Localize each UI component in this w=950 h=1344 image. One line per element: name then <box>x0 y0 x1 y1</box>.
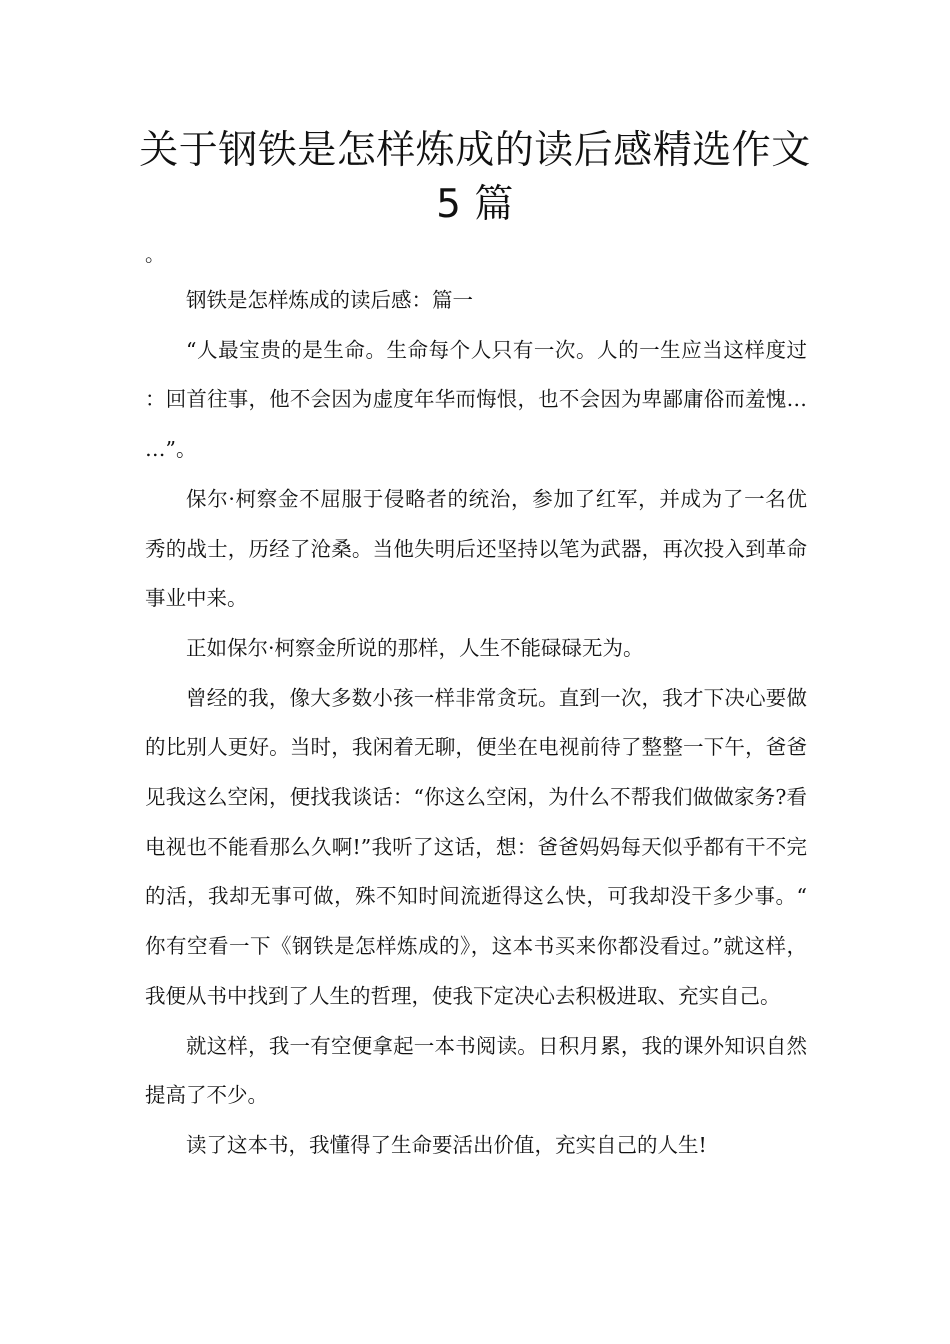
paragraph: 读了这本书，我懂得了生命要活出价值，充实自己的人生! <box>186 1132 707 1157</box>
document-title <box>100 124 850 232</box>
section-heading: 钢铁是怎样炼成的读后感：篇一 <box>186 288 473 312</box>
title-line-2: 5 篇 <box>436 182 514 227</box>
paragraph: 就这样，我一有空便拿起一本书阅读。日积月累，我的课外知识自然提高了不少。 <box>145 1033 807 1108</box>
paragraph: 正如保尔·柯察金所说的那样，人生不能碌碌无为。 <box>186 635 644 660</box>
document-body <box>145 276 807 1171</box>
title-line-1: 关于钢铁是怎样炼成的读后感精选作文 <box>139 128 811 173</box>
paragraph: 曾经的我，像大多数小孩一样非常贪玩。直到一次，我才下决心要做的比别人更好。当时，我闲着无聊，便坐在电视前待了整整一下午，爸爸见我这么空闲，便找我谈话：“你这么空闲，为什么不帮我们做做家务?看电视也不能看那么久啊!”我听了这话，想：爸爸妈妈每天似乎都有干不完的活，我却无事可做，殊不知时间流逝得这么快，可我却没干多少事。“你有空看一下《钢铁是怎样炼成的》，这本书买来你都没看过。”就这样，我便从书中找到了人生的哲理，使我下定决心去积极进取、充实自己。 <box>145 685 807 1008</box>
paragraph: 保尔·柯察金不屈服于侵略者的统治，参加了红军，并成为了一名优秀的战士，历经了沧桑。当他失明后还坚持以笔为武器，再次投入到革命事业中来。 <box>145 486 807 611</box>
paragraph-quote: “人最宝贵的是生命。生命每个人只有一次。人的一生应当这样度过：回首往事，他不会因为虚度年华而悔恨，也不会因为卑鄙庸俗而羞愧……”。 <box>145 337 807 462</box>
leading-dot: 。 <box>145 242 165 266</box>
